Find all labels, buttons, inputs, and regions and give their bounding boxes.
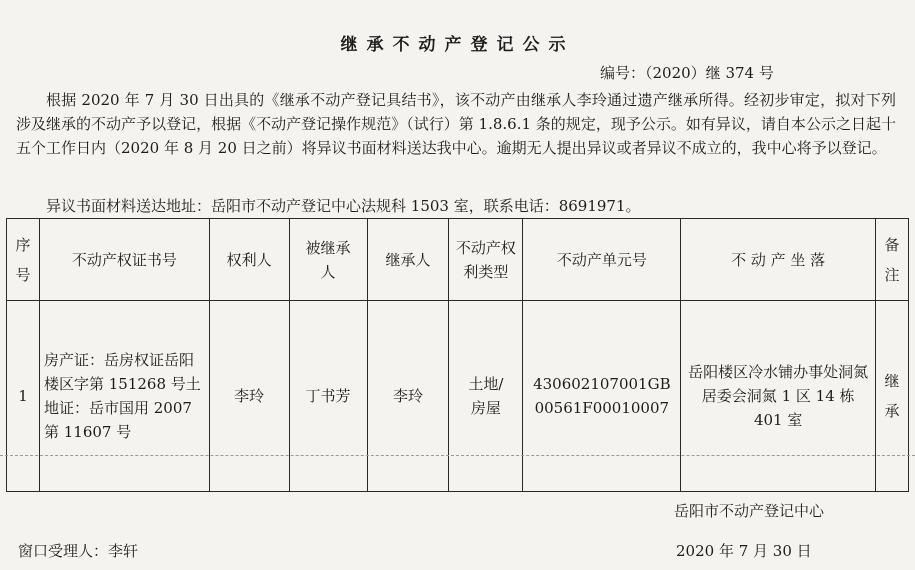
objection-address: 异议书面材料送达地址：岳阳市不动产登记中心法规科 1503 室，联系电话：8691971。 xyxy=(46,197,641,215)
cell-remark: 继承 xyxy=(875,301,908,492)
issuing-office: 岳阳市不动产登记中心 xyxy=(674,502,825,520)
cell-holder: 李玲 xyxy=(209,301,289,492)
cell-decedent: 丁书芳 xyxy=(289,301,367,492)
header-holder: 权利人 xyxy=(209,219,289,301)
cell-heir: 李玲 xyxy=(367,301,449,492)
header-heir: 继承人 xyxy=(367,219,449,301)
cell-location: 岳阳楼区冷水铺办事处洞氮居委会洞氮 1 区 14 栋 401 室 xyxy=(681,301,876,492)
issue-date: 2020 年 7 月 30 日 xyxy=(676,542,812,560)
notice-title: 继承不动产登记公示 xyxy=(340,35,575,55)
window-clerk: 窗口受理人：李轩 xyxy=(18,542,139,560)
header-cert: 不动产权证书号 xyxy=(39,219,209,301)
header-right-type: 不动产权利类型 xyxy=(449,219,523,301)
header-decedent: 被继承人 xyxy=(289,219,367,301)
header-unit-no: 不动产单元号 xyxy=(523,219,681,301)
header-seq: 序号 xyxy=(7,219,40,301)
property-table xyxy=(6,218,909,492)
cell-right-type: 土地/房屋 xyxy=(449,301,523,492)
document-number: 编号：（2020）继 374 号 xyxy=(600,64,774,82)
cell-unit-no: 430602107001GB00561F00010007 xyxy=(523,301,681,492)
scan-artifact-line xyxy=(0,455,915,456)
table-row xyxy=(7,301,909,492)
header-location: 不 动 产 坐 落 xyxy=(681,219,876,301)
cell-cert: 房产证：岳房权证岳阳楼区字第 151268 号土地证：岳市国用 2007 第 11607 号 xyxy=(39,301,209,492)
cell-seq: 1 xyxy=(7,301,40,492)
notice-paragraph: 根据 2020 年 7 月 30 日出具的《继承不动产登记具结书》，该不动产由继承人李玲通过遗产继承所得。经初步审定，拟对下列涉及继承的不动产予以登记，根据《不动产登记操作规范》（试行）第 1.8.6.1 条的规定，现予公示。如有异议，请自本公示之日起十五个工作日内（2020 年 8 月 20 日之前）将异议书面材料送达我中心。逾期无人提出异议或者异议不成立的，我中心将予以登记。 xyxy=(16,91,896,157)
header-remark: 备注 xyxy=(875,219,908,301)
table-header-row xyxy=(7,219,909,301)
